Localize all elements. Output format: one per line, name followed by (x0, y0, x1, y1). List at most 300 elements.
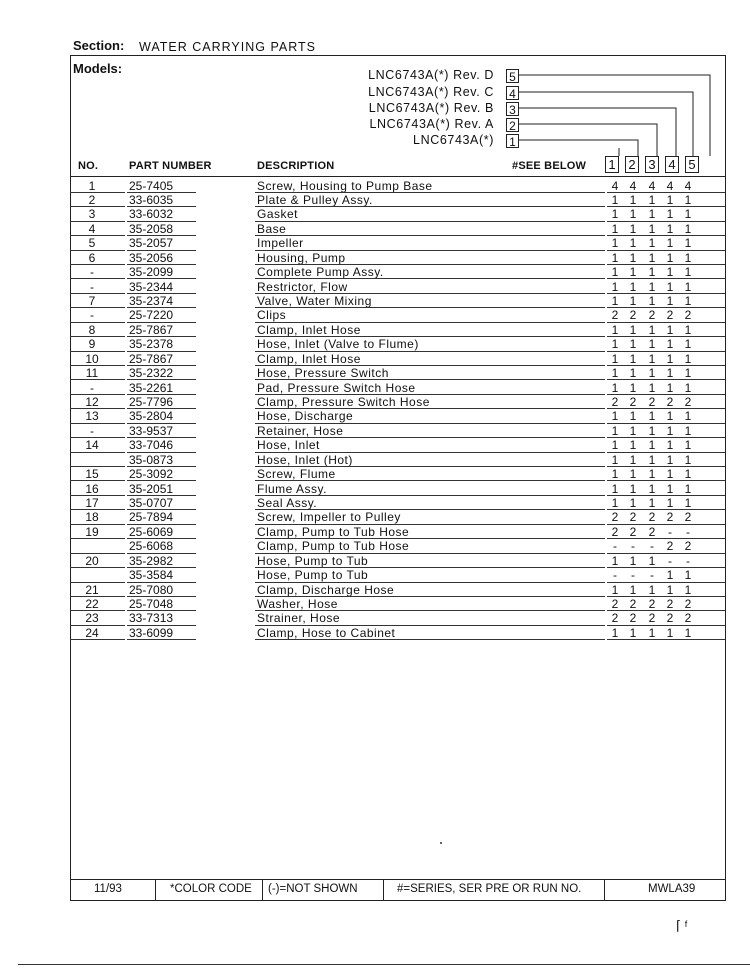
part-description: Hose, Inlet (Hot) (257, 452, 353, 467)
quantity-cell: 2 (611, 308, 619, 323)
part-number: 33-7046 (129, 438, 174, 453)
item-number: 23 (85, 611, 99, 626)
quantity-cell: 1 (629, 553, 637, 568)
quantity-cell: 1 (629, 625, 637, 640)
item-number: - (90, 279, 94, 294)
quantity-cell: 1 (648, 438, 656, 453)
quantity-cell: 1 (611, 625, 619, 640)
quantity-cell: 1 (648, 553, 656, 568)
quantity-cell: 2 (629, 596, 637, 611)
part-description: Gasket (257, 207, 299, 222)
item-number: 4 (88, 221, 96, 236)
table-row (70, 583, 726, 597)
part-description: Housing, Pump (257, 250, 346, 265)
quantity-cell: 1 (648, 236, 656, 251)
quantity-cell: 1 (648, 322, 656, 337)
quantity-cell: 1 (611, 207, 619, 222)
part-description: Washer, Hose (257, 596, 338, 611)
part-number: 25-7894 (129, 510, 174, 525)
quantity-cell: 1 (666, 481, 674, 496)
quantity-cell: 1 (684, 207, 692, 222)
item-number: 18 (85, 510, 99, 525)
part-description: Impeller (257, 236, 304, 251)
quantity-cell: 2 (629, 510, 637, 525)
page-bottom-rule (18, 964, 750, 965)
quantity-cell: 1 (629, 481, 637, 496)
footer-divider (155, 879, 156, 901)
quantity-cell: 4 (684, 178, 692, 193)
item-number: 2 (88, 192, 96, 207)
quantity-cell: 1 (648, 221, 656, 236)
table-row (70, 510, 726, 524)
section-label: Section: (73, 38, 125, 53)
quantity-cell: 1 (629, 351, 637, 366)
quantity-cell: 1 (684, 221, 692, 236)
table-row (70, 294, 726, 308)
quantity-cell: - (613, 539, 617, 554)
quantity-cell: 1 (611, 380, 619, 395)
quantity-cell: 1 (666, 423, 674, 438)
quantity-cell: - (668, 553, 672, 568)
quantity-cell: 1 (648, 366, 656, 381)
quantity-cell: 2 (611, 394, 619, 409)
quantity-cell: 1 (629, 380, 637, 395)
quantity-cell: 1 (666, 221, 674, 236)
quantity-cell: 2 (684, 539, 692, 554)
quantity-cell: 2 (684, 510, 692, 525)
item-number: 1 (88, 178, 96, 193)
table-row (70, 337, 726, 351)
quantity-cell: 1 (611, 366, 619, 381)
item-number: 22 (85, 596, 99, 611)
item-number: 20 (85, 553, 99, 568)
part-description: Hose, Pressure Switch (257, 366, 389, 381)
header-description: DESCRIPTION (257, 160, 335, 172)
part-description: Restrictor, Flow (257, 279, 348, 294)
part-description: Flume Assy. (257, 481, 327, 496)
quantity-cell: 1 (648, 192, 656, 207)
part-number: 35-2982 (129, 553, 174, 568)
quantity-cell: 1 (611, 409, 619, 424)
quantity-cell: 1 (666, 322, 674, 337)
quantity-cell: 1 (666, 207, 674, 222)
part-number: 35-2374 (129, 293, 174, 308)
quantity-cell: 2 (611, 510, 619, 525)
part-description: Clamp, Discharge Hose (257, 582, 395, 597)
quantity-cell: 1 (666, 452, 674, 467)
part-description: Base (257, 221, 287, 236)
quantity-cell: 1 (629, 423, 637, 438)
quantity-cell: - (631, 568, 635, 583)
item-number: 7 (88, 293, 96, 308)
quantity-cell: - (613, 568, 617, 583)
quantity-cell: 2 (684, 611, 692, 626)
quantity-cell: 1 (684, 236, 692, 251)
quantity-cell: 1 (666, 366, 674, 381)
row-underline (255, 639, 605, 640)
quantity-cell: 1 (684, 250, 692, 265)
footer-not-shown: (-)=NOT SHOWN (268, 883, 358, 895)
quantity-cell: 2 (648, 524, 656, 539)
part-number: 25-7405 (129, 178, 174, 193)
quantity-cell: 1 (611, 438, 619, 453)
quantity-cell: 1 (629, 207, 637, 222)
item-number: 14 (85, 438, 99, 453)
quantity-cell: 2 (666, 510, 674, 525)
quantity-cell: 1 (684, 423, 692, 438)
quantity-cell: 1 (684, 568, 692, 583)
quantity-cell: - (650, 539, 654, 554)
part-number: 33-6099 (129, 625, 174, 640)
part-description: Hose, Inlet (257, 438, 320, 453)
part-number: 35-2344 (129, 279, 174, 294)
quantity-cell: 2 (648, 596, 656, 611)
part-number: 35-2058 (129, 221, 174, 236)
quantity-cell: 1 (611, 582, 619, 597)
table-row (70, 568, 726, 582)
footer-series-note: #=SERIES, SER PRE OR RUN NO. (397, 883, 582, 895)
quantity-cell: 2 (666, 596, 674, 611)
item-number: - (90, 308, 94, 323)
quantity-cell: - (650, 568, 654, 583)
part-number: 25-6069 (129, 524, 174, 539)
quantity-cell: 1 (684, 380, 692, 395)
quantity-cell: 4 (666, 178, 674, 193)
item-number: 9 (88, 337, 96, 352)
quantity-cell: 1 (666, 192, 674, 207)
quantity-cell: 2 (629, 394, 637, 409)
part-description: Hose, Pump to Tub (257, 553, 369, 568)
row-underline (127, 639, 196, 640)
footer-divider (383, 879, 384, 901)
model-number-box: 5 (506, 69, 519, 83)
quantity-cell: 1 (648, 293, 656, 308)
footer-date: 11/93 (94, 883, 122, 895)
quantity-cell: 1 (666, 250, 674, 265)
part-number: 35-2804 (129, 409, 174, 424)
part-number: 35-0707 (129, 495, 174, 510)
part-description: Plate & Pulley Assy. (257, 192, 373, 207)
part-number: 25-3092 (129, 467, 174, 482)
item-number: 24 (85, 625, 99, 640)
table-row (70, 539, 726, 553)
quantity-cell: 1 (611, 452, 619, 467)
quantity-column-header: 5 (685, 156, 699, 173)
table-row (70, 193, 726, 207)
row-underline (70, 639, 125, 640)
quantity-cell: 1 (648, 337, 656, 352)
quantity-cell: 1 (684, 192, 692, 207)
quantity-cell: 1 (684, 351, 692, 366)
quantity-cell: 2 (629, 308, 637, 323)
table-row (70, 611, 726, 625)
quantity-cell: 1 (648, 495, 656, 510)
table-row (70, 381, 726, 395)
quantity-cell: 1 (611, 250, 619, 265)
quantity-cell: 1 (684, 495, 692, 510)
footer-doc-code: MWLA39 (648, 883, 696, 895)
quantity-cell: 2 (684, 596, 692, 611)
quantity-cell: 1 (648, 351, 656, 366)
table-row (70, 409, 726, 423)
quantity-cell: - (686, 524, 690, 539)
quantity-cell: 1 (684, 452, 692, 467)
part-description: Valve, Water Mixing (257, 293, 372, 308)
model-number-box: 2 (506, 118, 519, 132)
quantity-cell: 2 (648, 308, 656, 323)
quantity-cell: 1 (684, 337, 692, 352)
quantity-cell: 1 (666, 495, 674, 510)
part-number: 25-7867 (129, 322, 174, 337)
table-row (70, 554, 726, 568)
quantity-cell: 1 (684, 625, 692, 640)
table-row (70, 308, 726, 322)
quantity-cell: 1 (666, 409, 674, 424)
footer-divider (604, 879, 605, 901)
quantity-cell: 2 (629, 611, 637, 626)
item-number: - (90, 265, 94, 280)
part-description: Hose, Discharge (257, 409, 354, 424)
table-row (70, 265, 726, 279)
quantity-cell: 1 (611, 279, 619, 294)
quantity-cell: 1 (611, 322, 619, 337)
part-number: 33-7313 (129, 611, 174, 626)
quantity-cell: 2 (648, 394, 656, 409)
model-name: LNC6743A(*) Rev. B (368, 101, 494, 115)
quantity-cell: 1 (684, 409, 692, 424)
quantity-cell: 1 (666, 438, 674, 453)
quantity-cell: 1 (666, 625, 674, 640)
model-name: LNC6743A(*) Rev. A (369, 117, 494, 131)
quantity-cell: 1 (684, 467, 692, 482)
quantity-cell: 1 (629, 409, 637, 424)
part-description: Clamp, Inlet Hose (257, 351, 361, 366)
quantity-cell: 1 (611, 495, 619, 510)
quantity-cell: - (668, 524, 672, 539)
quantity-cell: 1 (648, 250, 656, 265)
quantity-cell: 1 (666, 467, 674, 482)
quantity-cell: 1 (629, 582, 637, 597)
quantity-cell: 1 (684, 481, 692, 496)
row-underline (607, 639, 725, 640)
part-number: 25-7220 (129, 308, 174, 323)
table-row (70, 626, 726, 640)
quantity-cell: 1 (629, 192, 637, 207)
table-row (70, 395, 726, 409)
table-row (70, 482, 726, 496)
quantity-cell: 2 (648, 611, 656, 626)
part-description: Pad, Pressure Switch Hose (257, 380, 416, 395)
item-number: 3 (88, 207, 96, 222)
item-number: 16 (85, 481, 99, 496)
quantity-column-header: 3 (645, 156, 659, 173)
quantity-cell: 1 (666, 582, 674, 597)
item-number: 5 (88, 236, 96, 251)
part-number: 25-6068 (129, 539, 174, 554)
part-description: Clamp, Inlet Hose (257, 322, 361, 337)
quantity-cell: 1 (611, 192, 619, 207)
part-description: Screw, Impeller to Pulley (257, 510, 401, 525)
quantity-column-header: 2 (625, 156, 639, 173)
part-description: Hose, Inlet (Valve to Flume) (257, 337, 419, 352)
quantity-cell: 1 (629, 438, 637, 453)
quantity-cell: 1 (629, 452, 637, 467)
quantity-cell: 1 (648, 467, 656, 482)
quantity-cell: 1 (684, 322, 692, 337)
quantity-cell: 1 (611, 481, 619, 496)
part-description: Retainer, Hose (257, 423, 344, 438)
item-number: 12 (85, 394, 99, 409)
quantity-cell: 1 (629, 265, 637, 280)
part-number: 33-6032 (129, 207, 174, 222)
quantity-cell: 1 (648, 279, 656, 294)
quantity-cell: 1 (648, 481, 656, 496)
item-number: - (90, 380, 94, 395)
part-number: 35-2051 (129, 481, 174, 496)
quantity-cell: 1 (611, 221, 619, 236)
quantity-cell: 1 (684, 279, 692, 294)
part-number: 25-7048 (129, 596, 174, 611)
part-description: Clamp, Pump to Tub Hose (257, 524, 410, 539)
quantity-cell: 1 (629, 467, 637, 482)
part-description: Screw, Flume (257, 467, 336, 482)
section-title: WATER CARRYING PARTS (139, 40, 316, 54)
table-row (70, 453, 726, 467)
quantity-cell: 4 (629, 178, 637, 193)
part-description: Seal Assy. (257, 495, 318, 510)
item-number: 17 (85, 495, 99, 510)
quantity-cell: - (686, 553, 690, 568)
table-row (70, 207, 726, 221)
part-description: Screw, Housing to Pump Base (257, 178, 433, 193)
quantity-cell: 1 (684, 366, 692, 381)
header-part-number: PART NUMBER (129, 160, 212, 172)
part-description: Strainer, Hose (257, 611, 341, 626)
quantity-cell: 1 (611, 467, 619, 482)
model-name: LNC6743A(*) (413, 133, 494, 147)
quantity-cell: 1 (648, 625, 656, 640)
part-number: 35-2261 (129, 380, 174, 395)
speck (440, 842, 442, 844)
item-number: 19 (85, 524, 99, 539)
quantity-cell: 1 (611, 236, 619, 251)
quantity-cell: 1 (611, 265, 619, 280)
quantity-cell: 1 (648, 582, 656, 597)
quantity-cell: 1 (684, 265, 692, 280)
quantity-cell: 1 (629, 236, 637, 251)
quantity-cell: 1 (666, 380, 674, 395)
quantity-cell: 1 (648, 207, 656, 222)
quantity-cell: 1 (611, 553, 619, 568)
part-description: Clamp, Pump to Tub Hose (257, 539, 410, 554)
part-number: 35-2056 (129, 250, 174, 265)
quantity-cell: 1 (629, 279, 637, 294)
quantity-cell: 4 (648, 178, 656, 193)
quantity-cell: 1 (629, 293, 637, 308)
table-row (70, 496, 726, 510)
item-number: 10 (85, 351, 99, 366)
part-number: 25-7867 (129, 351, 174, 366)
table-row (70, 323, 726, 337)
quantity-cell: 1 (666, 279, 674, 294)
item-number: 11 (85, 366, 99, 381)
model-name: LNC6743A(*) Rev. C (368, 85, 494, 99)
quantity-cell: 2 (611, 524, 619, 539)
quantity-cell: 1 (666, 293, 674, 308)
quantity-cell: 1 (629, 495, 637, 510)
table-row (70, 222, 726, 236)
quantity-cell: 1 (611, 351, 619, 366)
quantity-cell: - (631, 539, 635, 554)
quantity-cell: 2 (629, 524, 637, 539)
quantity-cell: 1 (666, 568, 674, 583)
quantity-cell: 1 (648, 423, 656, 438)
header-divider (70, 176, 726, 177)
model-number-box: 1 (506, 134, 519, 148)
table-row (70, 251, 726, 265)
item-number: 15 (85, 467, 99, 482)
quantity-cell: 1 (629, 337, 637, 352)
model-name: LNC6743A(*) Rev. D (368, 68, 494, 82)
table-row (70, 179, 726, 193)
part-number: 35-2322 (129, 366, 174, 381)
models-label: Models: (73, 61, 123, 76)
quantity-cell: 1 (611, 423, 619, 438)
part-number: 25-7080 (129, 582, 174, 597)
quantity-cell: 2 (666, 308, 674, 323)
table-row (70, 525, 726, 539)
part-number: 35-2099 (129, 265, 174, 280)
table-row (70, 424, 726, 438)
table-row (70, 236, 726, 250)
header-see-below: #SEE BELOW (512, 160, 587, 172)
quantity-cell: 2 (684, 394, 692, 409)
part-number: 35-2378 (129, 337, 174, 352)
table-row (70, 366, 726, 380)
quantity-cell: 1 (684, 582, 692, 597)
quantity-cell: 1 (648, 380, 656, 395)
header-no: NO. (78, 160, 99, 172)
quantity-cell: 1 (684, 438, 692, 453)
part-description: Clips (257, 308, 287, 323)
table-row (70, 352, 726, 366)
quantity-cell: 1 (648, 409, 656, 424)
quantity-cell: 2 (666, 539, 674, 554)
quantity-cell: 1 (684, 293, 692, 308)
quantity-column-header: 1 (605, 156, 619, 173)
item-number: 13 (85, 409, 99, 424)
quantity-cell: 1 (666, 351, 674, 366)
item-number: 6 (88, 250, 96, 265)
quantity-cell: 1 (629, 221, 637, 236)
quantity-cell: 4 (611, 178, 619, 193)
quantity-cell: 2 (611, 611, 619, 626)
quantity-cell: 1 (648, 452, 656, 467)
quantity-column-header: 4 (665, 156, 679, 173)
quantity-cell: 2 (611, 596, 619, 611)
footer-color-code: *COLOR CODE (170, 883, 252, 895)
part-description: Hose, Pump to Tub (257, 568, 369, 583)
item-number: 21 (85, 582, 99, 597)
part-number: 33-6035 (129, 192, 174, 207)
part-number: 35-3584 (129, 568, 174, 583)
quantity-cell: 2 (684, 308, 692, 323)
item-number: - (90, 423, 94, 438)
model-number-box: 4 (506, 86, 519, 100)
quantity-cell: 1 (629, 322, 637, 337)
quantity-cell: 1 (629, 366, 637, 381)
table-row (70, 467, 726, 481)
